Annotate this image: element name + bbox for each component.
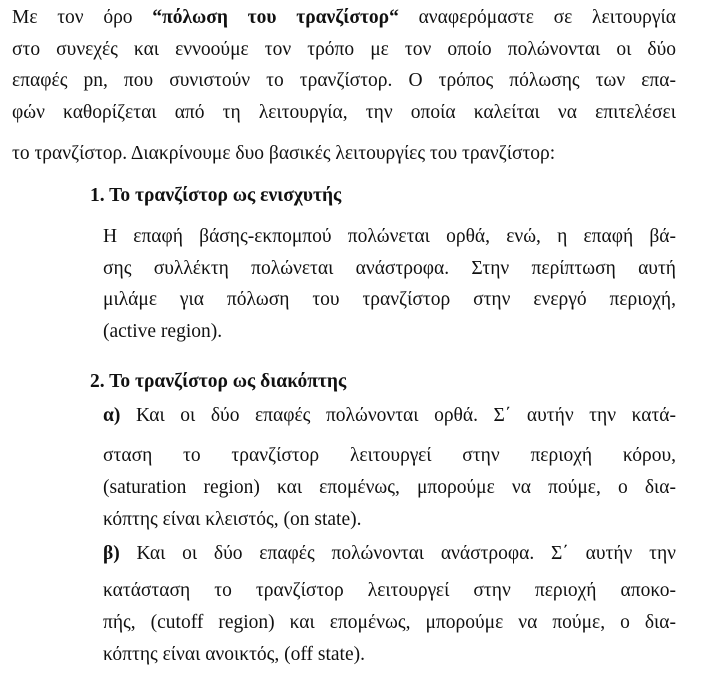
case-a-line-3: (saturation region) και επομένως, μπορούμε να πούμε, ο δια- <box>103 477 676 498</box>
case-a-line-4: κόπτης είναι κλειστός, (on state). <box>103 509 362 530</box>
section-1-line-1: Η επαφή βάσης-εκπομπού πολώνεται ορθά, ενώ, η επαφή βά- <box>103 226 676 247</box>
case-b-line-2: κατάσταση το τρανζίστορ λειτουργεί στην περιοχή αποκο- <box>103 580 676 601</box>
section-2-heading: 2. Το τρανζίστορ ως διακόπτης <box>90 371 347 392</box>
case-b-line-3: πής, (cutoff region) και επομένως, μπορούμε να πούμε, ο δια- <box>103 612 676 633</box>
intro-line-5: το τρανζίστορ. Διακρίνουμε δυο βασικές λειτουργίες του τρανζίστορ: <box>12 143 556 164</box>
intro-line-1 <box>12 6 676 30</box>
case-b-line-1 <box>103 542 676 566</box>
case-a-label: α) <box>103 405 121 426</box>
intro-line-1-pre: Με τον όρο <box>12 7 153 28</box>
section-1-line-4: (active region). <box>103 321 223 342</box>
case-b-line-4: κόπτης είναι ανοικτός, (off state). <box>103 644 365 665</box>
section-1-line-2: σης συλλέκτη πολώνεται ανάστροφα. Στην περίπτωση αυτή <box>103 258 676 279</box>
case-a-line-2: σταση το τρανζίστορ λειτουργεί στην περιοχή κόρου, <box>103 445 676 466</box>
intro-line-3: επαφές pn, που συνιστούν το τρανζίστορ. Ο τρόπος πόλωσης των επα- <box>12 70 676 91</box>
case-b-label: β) <box>103 543 120 564</box>
case-a-line-1-text: Και οι δύο επαφές πολώνονται ορθά. Σ΄ αυτήν την κατά- <box>120 405 676 426</box>
case-a-line-1 <box>103 404 676 428</box>
case-b-line-1-text: Και οι δύο επαφές πολώνονται ανάστροφα. Σ΄ αυτήν την <box>119 543 676 564</box>
section-1-line-3: μιλάμε για πόλωση του τρανζίστορ στην ενεργό περιοχή, <box>103 289 676 310</box>
section-1-heading: 1. Το τρανζίστορ ως ενισχυτής <box>90 185 342 206</box>
intro-line-4: φών καθορίζεται από τη λειτουργία, την οποία καλείται να επιτελέσει <box>12 102 676 123</box>
intro-line-2: στο συνεχές και εννοούμε τον τρόπο με τον οποίο πολώνονται οι δύο <box>12 39 676 60</box>
intro-term-bold: “πόλωση του τρανζίστορ“ <box>152 7 399 28</box>
intro-line-1-post: αναφερόμαστε σε λειτουργία <box>398 7 676 28</box>
